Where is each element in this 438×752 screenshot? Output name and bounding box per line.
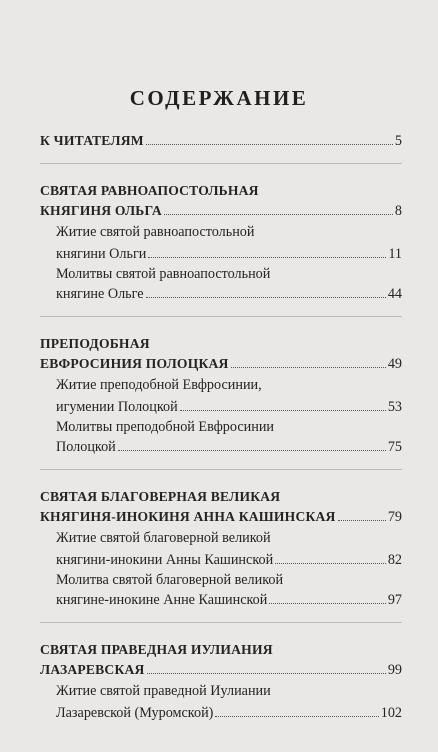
dot-leader [275,550,386,564]
page-number: 79 [387,509,402,525]
toc-heading-line [40,507,402,527]
page-number: 8 [394,203,402,219]
page-number: 97 [387,592,402,608]
page-number: 75 [387,439,402,455]
toc-entry-line [40,680,402,703]
toc-heading-line [40,354,402,374]
toc-entry-line [40,244,402,264]
toc-entry-text: СВЯТАЯ БЛАГОВЕРНАЯ ВЕЛИКАЯ [40,489,281,504]
toc-heading-line [40,334,402,354]
toc-heading-line [40,201,402,221]
toc-entry-line [40,264,402,284]
dot-leader [148,244,386,258]
page-number: 44 [387,286,402,302]
page-number: 53 [387,399,402,415]
toc-entry-text: Лазаревской (Муромской) [56,705,214,721]
toc-section [40,334,402,470]
toc-entry-line [40,550,402,570]
toc-entry-text: СВЯТАЯ ПРАВЕДНАЯ ИУЛИАНИЯ [40,642,273,657]
toc-section [40,487,402,623]
toc-entry-text: княгине-инокине Анне Кашинской [56,592,268,608]
dot-leader [215,703,378,717]
toc-entry-line [40,221,402,244]
toc-entry-line [40,703,402,723]
page-number: 11 [388,246,402,262]
toc-entry-text: ЕВФРОСИНИЯ ПОЛОЦКАЯ [40,356,229,371]
toc-entry-line [40,437,402,457]
toc-entry-line [40,397,402,417]
toc-entry-text: Полоцкой [56,439,116,455]
page-number: 102 [380,705,402,721]
dot-leader [269,590,385,604]
page-number: 5 [394,133,402,149]
toc-heading-line [40,487,402,507]
page-number: 82 [387,552,402,568]
dot-leader [146,284,386,298]
page-number: 99 [387,662,402,678]
toc-entry-text: КНЯГИНЯ-ИНОКИНЯ АННА КАШИНСКАЯ [40,509,336,524]
toc-heading-line [40,131,402,151]
toc-entry-text: ПРЕПОДОБНАЯ [40,336,150,351]
toc-entry-line [40,570,402,590]
toc-entry-line [40,284,402,304]
dot-leader [118,437,386,451]
toc-entry-text: Житие святой равноапостольной [56,224,255,240]
dot-leader [338,507,386,521]
toc-section [40,181,402,317]
table-of-contents [40,131,402,752]
dot-leader [164,201,393,215]
toc-entry-text: СВЯТАЯ РАВНОАПОСТОЛЬНАЯ [40,183,259,198]
dot-leader [147,660,386,674]
dot-leader [231,354,386,368]
toc-entry-text: ЛАЗАРЕВСКАЯ [40,662,145,677]
toc-entry-text: КНЯГИНЯ ОЛЬГА [40,203,162,218]
toc-entry-text: игумении Полоцкой [56,399,178,415]
contents-title: СОДЕРЖАНИЕ [129,86,309,110]
toc-heading-line [40,181,402,201]
toc-entry-text: княгине Ольге [56,286,144,302]
dot-leader [180,397,386,411]
toc-entry-text: Молитвы святой равноапостольной [56,266,271,282]
toc-entry-text: Молитва святой благоверной великой [56,572,284,588]
toc-heading-line [40,660,402,680]
toc-entry-text: Житие святой праведной Иулиании [56,683,271,699]
toc-section [40,131,402,164]
toc-entry-text: Молитвы преподобной Евфросинии [56,419,275,435]
toc-entry-text: Житие святой благоверной великой [56,530,271,546]
dot-leader [146,131,393,145]
toc-entry-line [40,417,402,437]
toc-entry-line [40,374,402,397]
toc-entry-line [40,590,402,610]
toc-entry-text: Житие преподобной Евфросинии, [56,377,262,393]
toc-entry-text: К ЧИТАТЕЛЯМ [40,133,144,148]
toc-entry-line [40,527,402,550]
toc-entry-text: княгини-инокини Анны Кашинской [56,552,274,568]
page-number: 49 [387,356,402,372]
toc-heading-line [40,640,402,660]
toc-section [40,640,402,735]
toc-entry-text: княгини Ольги [56,246,147,262]
